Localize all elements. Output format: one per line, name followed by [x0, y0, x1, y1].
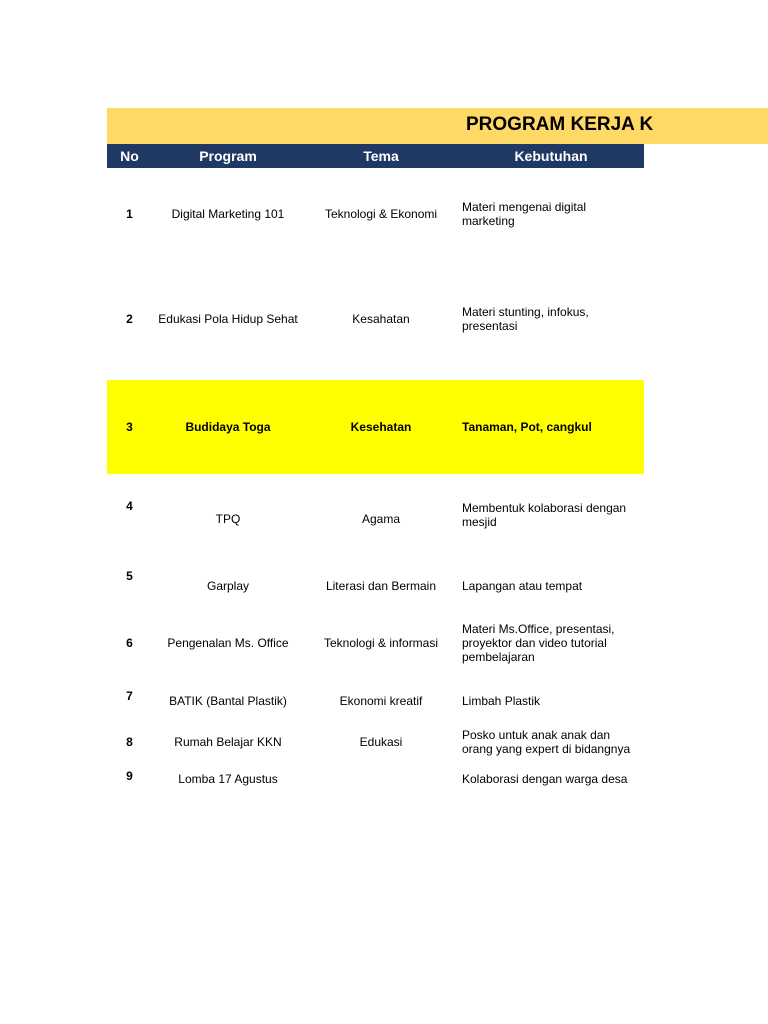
table-row [107, 762, 644, 792]
table-row [107, 273, 644, 364]
table-row [107, 168, 644, 259]
cell-tema: Agama [361, 511, 401, 526]
cell-no: 5 [126, 569, 133, 583]
cell-kebutuhan: Limbah Plastik [462, 694, 541, 708]
cell-program: BATIK (Bantal Plastik) [169, 694, 287, 708]
cell-program: Budidaya Toga [152, 380, 304, 474]
title-band [107, 108, 768, 144]
table-row [107, 612, 644, 674]
cell-tema: Teknologi & informasi [323, 636, 439, 650]
cell-program: Lomba 17 Agustus [178, 771, 278, 786]
cell-no: 2 [126, 311, 133, 326]
cell-tema: Teknologi & Ekonomi [324, 206, 438, 221]
table-row [107, 722, 644, 762]
cell-kebutuhan: Materi stunting, infokus, presentasi [462, 304, 589, 333]
header-row [107, 144, 644, 168]
cell-program: Digital Marketing 101 [171, 206, 285, 221]
spacer-row [107, 364, 644, 380]
cell-kebutuhan: Kolaborasi dengan warga desa [462, 771, 628, 786]
table-row-highlighted [107, 380, 644, 474]
cell-no: 9 [126, 769, 133, 783]
cell-tema [304, 762, 458, 792]
header-tema: Tema [304, 144, 458, 168]
header-no: No [107, 144, 152, 168]
cell-tema: Literasi dan Bermain [325, 579, 437, 593]
cell-tema: Kesehatan [304, 380, 458, 474]
cell-tema: Kesahatan [352, 311, 410, 326]
cell-program: Rumah Belajar KKN [174, 735, 282, 749]
cell-kebutuhan: Materi Ms.Office, presentasi, proyektor dan video tutorial pembelajaran [462, 622, 615, 664]
table-row [107, 474, 644, 544]
header-kebutuhan: Kebutuhan [458, 144, 644, 168]
cell-tema: Edukasi [359, 735, 403, 749]
cell-program: Pengenalan Ms. Office [167, 636, 289, 650]
cell-kebutuhan: Lapangan atau tempat [462, 579, 583, 593]
cell-no: 8 [126, 735, 133, 749]
cell-kebutuhan: Tanaman, Pot, cangkul [458, 380, 644, 474]
table-row [107, 674, 644, 722]
cell-program: TPQ [215, 511, 241, 526]
cell-no: 6 [126, 636, 133, 650]
program-table [107, 144, 644, 792]
cell-program: Edukasi Pola Hidup Sehat [158, 311, 298, 326]
cell-tema: Ekonomi kreatif [339, 694, 423, 708]
cell-no: 7 [126, 689, 133, 703]
cell-kebutuhan: Materi mengenai digital marketing [462, 199, 587, 228]
header-program: Program [152, 144, 304, 168]
cell-kebutuhan: Membentuk kolaborasi dengan mesjid [462, 501, 627, 529]
table-row [107, 544, 644, 612]
cell-program: Garplay [206, 579, 250, 593]
sheet-title: PROGRAM KERJA K [466, 114, 654, 135]
cell-kebutuhan: Posko untuk anak anak dan orang yang expert di bidangnya [462, 728, 631, 756]
cell-no: 1 [126, 206, 133, 221]
spacer-row [107, 259, 644, 273]
cell-no: 3 [107, 380, 152, 474]
cell-no: 4 [126, 499, 133, 513]
